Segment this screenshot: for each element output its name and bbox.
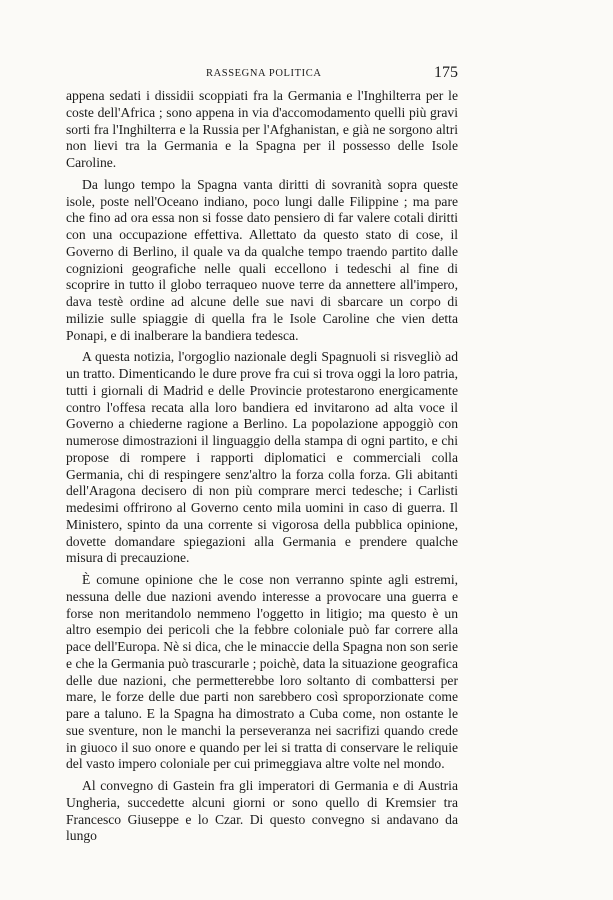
body-text bbox=[66, 88, 458, 845]
page-header bbox=[66, 64, 458, 86]
running-head: RASSEGNA POLITICA bbox=[206, 68, 322, 79]
paragraph: Al convegno di Gastein fra gli imperatori di Germania e di Austria Ungheria, succedette alcuni giorni or sono quello di Kremsier tra Francesco Giuseppe e lo Czar. Di questo convegno si andavano da lungo bbox=[66, 778, 458, 844]
paragraph: È comune opinione che le cose non verranno spinte agli estremi, nessuna delle due nazioni avendo interesse a provocare una guerra e forse non meritandolo nemmeno l'oggetto in litigio; ma questo è un altro esempio dei pericoli che la febbre coloniale può far correre alla pace dell'Europa. Nè si dica, che le minaccie della Spagna non son serie e che la Germania può trascurarle ; poichè, data la situazione geografica delle due nazioni, che permetterebbe loro soltanto di combattersi per mare, le forze delle due parti non sarebbero così sproporzionate come pare a taluno. E la Spagna ha dimostrato a Cuba come, non ostante le sue sventure, non le manchi la perseveranza nei sacrifizi quando crede in giuoco il suo onore e quando per lei si tratta di conservare le reliquie del vasto impero coloniale per cui primeggiava altre volte nel mondo. bbox=[66, 572, 458, 772]
paragraph: appena sedati i dissidii scoppiati fra la Germania e l'Inghilterra per le coste dell'Africa ; sono appena in via d'accomodamento quelli più gravi sorti fra l'Inghilterra e la Russia per l'Afghanistan, e già ne sorgono altri non lievi tra la Germania e la Spagna per il possesso delle Isole Caroline. bbox=[66, 88, 458, 170]
page-number: 175 bbox=[434, 64, 458, 81]
paragraph: Da lungo tempo la Spagna vanta diritti di sovranità sopra queste isole, poste nell'Oceano indiano, poco lungi dalle Filippine ; ma pare che fino ad ora essa non si fosse dato pensiero di far valere cotali diritti con una occupazione effettiva. Allettato da questo stato di cose, il Governo di Berlino, il quale va da qualche tempo traendo partito dalle cognizioni geografiche nelle quali eccellono i tedeschi al fine di scoprire in tutto il globo terraqueo nuove terre da annettere all'impero, dava testè ordine ad alcune delle sue navi di sbarcare un corpo di milizie sulle spiaggie di quella fra le Isole Caroline che vien detta Ponapi, e di inalberare la bandiera tedesca. bbox=[66, 176, 458, 343]
paragraph: A questa notizia, l'orgoglio nazionale degli Spagnuoli si risvegliò ad un tratto. Dimenticando le dure prove fra cui si trova oggi la loro patria, tutti i giornali di Madrid e delle Provincie protestarono energicamente contro l'offesa recata alla loro bandiera ed invitarono ad alta voce il Governo a chiederne ragione a Berlino. La popolazione appoggiò con numerose dimostrazioni il linguaggio della stampa di ogni partito, e chi propose di rompere i rapporti diplomatici e commerciali colla Germania, chi di respingere senz'altro la forza colla forza. Gli abitanti dell'Aragona decisero di non più comprare merci tedesche; i Carlisti medesimi offrirono al Governo cento mila uomini in caso di guerra. Il Ministero, spinto da una corrente si vigorosa della pubblica opinione, dovette domandare spiegazioni alla Germania e prendere qualche misura di precauzione. bbox=[66, 349, 458, 566]
